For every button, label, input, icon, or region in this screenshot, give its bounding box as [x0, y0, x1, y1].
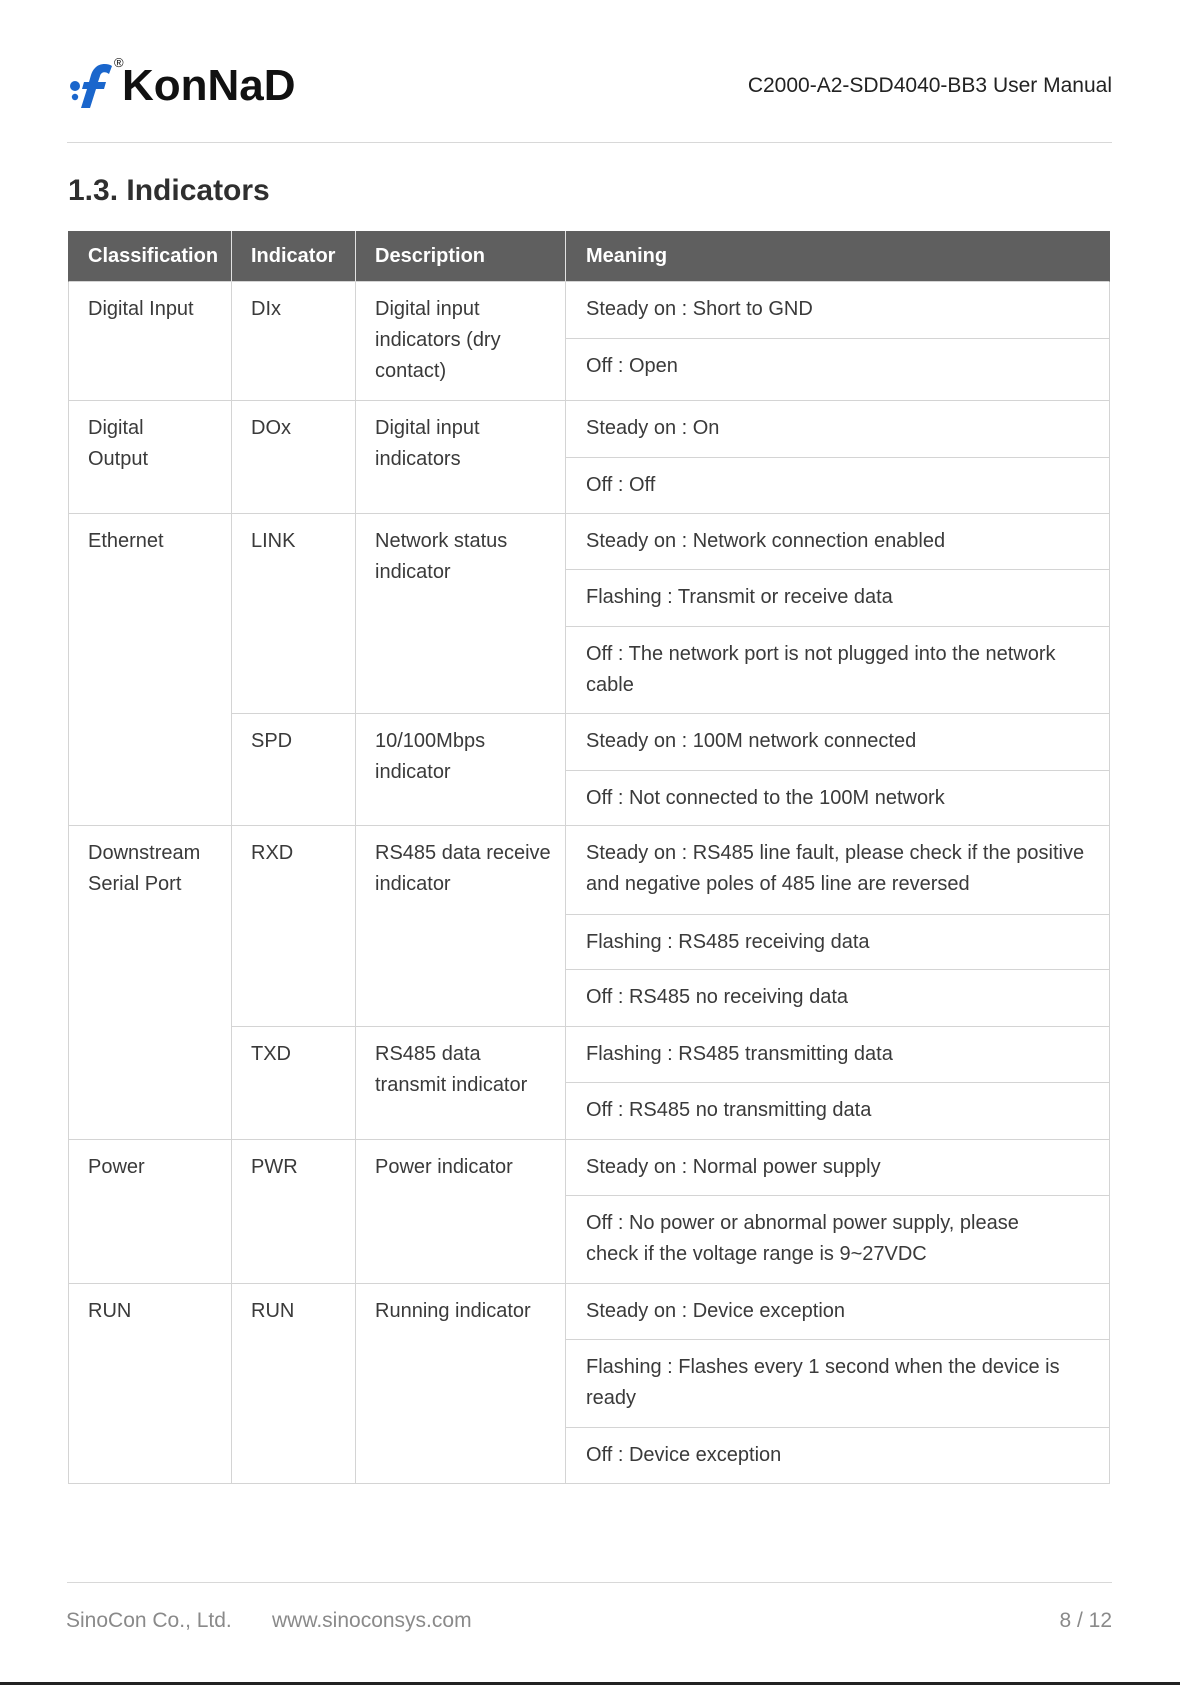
meaning-cell: Off : Device exception [566, 1428, 1110, 1484]
footer-divider [67, 1582, 1112, 1583]
indicator-cell: RXD [232, 826, 356, 1027]
footer-company: SinoCon Co., Ltd. [66, 1609, 232, 1632]
meaning-cell: Flashing : Flashes every 1 second when the device is ready [566, 1340, 1110, 1428]
column-header-indicator: Indicator [232, 231, 356, 282]
classification-cell: Digital Input [68, 282, 232, 401]
meaning-cell: Steady on : Normal power supply [566, 1140, 1110, 1196]
registered-mark: ® [114, 55, 124, 70]
konnad-logo-icon [68, 62, 118, 110]
classification-cell: Power [68, 1140, 232, 1284]
meaning-cell: Steady on : Short to GND [566, 282, 1110, 339]
meaning-cell: Off : Off [566, 458, 1110, 514]
meaning-cell: Flashing : RS485 receiving data [566, 915, 1110, 970]
description-cell: Digital input indicators [356, 401, 566, 514]
classification-cell: RUN [68, 1284, 232, 1484]
indicator-cell: LINK [232, 514, 356, 714]
meaning-cell: Off : No power or abnormal power supply, please check if the voltage range is 9~27VDC [566, 1196, 1110, 1284]
meaning-cell: Flashing : RS485 transmitting data [566, 1027, 1110, 1083]
classification-cell: Downstream Serial Port [68, 826, 232, 1140]
document-title: C2000-A2-SDD4040-BB3 User Manual [747, 74, 1112, 97]
meaning-cell: Steady on : Network connection enabled [566, 514, 1110, 570]
meaning-cell: Off : The network port is not plugged into the network cable [566, 627, 1110, 714]
meaning-cell: Off : RS485 no transmitting data [566, 1083, 1110, 1140]
column-header-meaning: Meaning [566, 231, 1110, 282]
column-header-description: Description [356, 231, 566, 282]
indicator-cell: SPD [232, 714, 356, 826]
description-cell: Digital input indicators (dry contact) [356, 282, 566, 401]
column-header-classification: Classification [68, 231, 232, 282]
classification-cell: Ethernet [68, 514, 232, 826]
meaning-cell: Steady on : 100M network connected [566, 714, 1110, 771]
description-cell: Running indicator [356, 1284, 566, 1484]
meaning-cell: Flashing : Transmit or receive data [566, 570, 1110, 627]
indicator-cell: TXD [232, 1027, 356, 1140]
description-cell: Network status indicator [356, 514, 566, 714]
indicator-cell: DIx [232, 282, 356, 401]
description-cell: 10/100Mbps indicator [356, 714, 566, 826]
meaning-cell: Off : Open [566, 339, 1110, 401]
classification-cell: Digital Output [68, 401, 232, 514]
indicators-table [68, 231, 1110, 1484]
footer-website: www.sinoconsys.com [272, 1609, 472, 1632]
section-heading: 1.3. Indicators [68, 174, 270, 207]
indicator-cell: DOx [232, 401, 356, 514]
meaning-cell: Steady on : Device exception [566, 1284, 1110, 1340]
indicator-cell: RUN [232, 1284, 356, 1484]
meaning-cell: Steady on : RS485 line fault, please check if the positive and negative poles of 485 line are reversed [566, 826, 1110, 915]
description-cell: RS485 data receive indicator [356, 826, 566, 1027]
description-cell: Power indicator [356, 1140, 566, 1284]
header-divider [67, 142, 1112, 143]
page-number: 8 / 12 [1059, 1609, 1112, 1632]
meaning-cell: Off : RS485 no receiving data [566, 970, 1110, 1027]
meaning-cell: Steady on : On [566, 401, 1110, 458]
description-cell: RS485 data transmit indicator [356, 1027, 566, 1140]
indicator-cell: PWR [232, 1140, 356, 1284]
meaning-cell: Off : Not connected to the 100M network [566, 771, 1110, 826]
brand-logo-text: KonNaD [122, 61, 296, 110]
